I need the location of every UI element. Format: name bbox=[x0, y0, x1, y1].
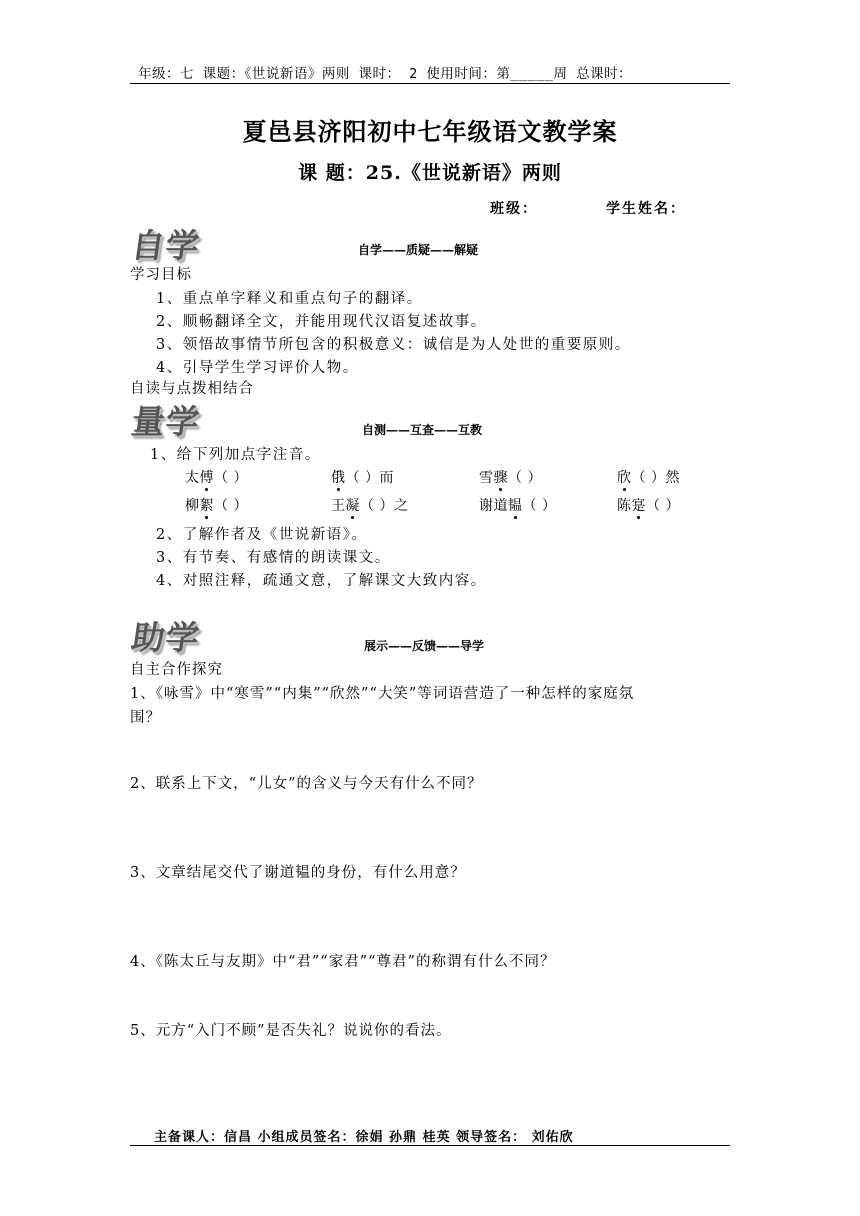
question-4: 4、《陈太丘与友期》中“君”“家君”“尊君”的称谓有什么不同？ bbox=[130, 954, 556, 970]
pinyin-blank: 柳絮（ ） bbox=[185, 498, 248, 514]
exercise-1: 1、给下列加点字注音。 bbox=[150, 447, 321, 463]
header-divider bbox=[130, 83, 730, 84]
method-note: 自读与点拨相结合 bbox=[130, 381, 254, 397]
exercise-item: 3、有节奏、有感情的朗读课文。 bbox=[156, 550, 391, 566]
pinyin-blank: 陈寔（ ） bbox=[617, 498, 680, 514]
pinyin-blank: 谢道韫（ ） bbox=[479, 498, 557, 514]
goal-item: 3、领悟故事情节所包含的积极意义：诚信是为人处世的重要原则。 bbox=[156, 337, 631, 353]
zixue-logo: 自学 bbox=[128, 226, 203, 265]
header-info: 年级：七 课题：《世说新语》两则 课时： 2 使用时间：第_____周 总课时： bbox=[138, 66, 633, 82]
student-name-label: 学生姓名： bbox=[606, 201, 686, 217]
question-1: 1、《咏雪》中“寒雪”“内集”“欣然”“大笑”等词语营造了一种怎样的家庭氛 bbox=[130, 686, 635, 702]
signature-footer: 主备课人：信昌 小组成员签名：徐娟 孙鼎 桂英 领导签名： 刘佑欣 bbox=[154, 1130, 574, 1145]
pinyin-blank: 王凝（ ）之 bbox=[331, 498, 409, 514]
goal-item: 4、引导学生学习评价人物。 bbox=[156, 360, 359, 376]
pinyin-blank: 欣（ ）然 bbox=[617, 470, 680, 486]
goal-item: 1、重点单字释义和重点句子的翻译。 bbox=[156, 291, 423, 307]
question-2: 2、联系上下文，“儿女”的含义与今天有什么不同？ bbox=[130, 776, 483, 792]
zhuxue-logo: 助学 bbox=[128, 618, 203, 657]
goals-heading: 学习目标 bbox=[130, 267, 192, 283]
question-3: 3、文章结尾交代了谢道韫的身份，有什么用意？ bbox=[130, 865, 466, 881]
class-label: 班级： bbox=[490, 201, 538, 217]
zixue-flow: 自学——质疑——解疑 bbox=[358, 243, 479, 257]
exercise-item: 4、对照注释，疏通文意，了解课文大致内容。 bbox=[156, 573, 487, 589]
pinyin-blank: 太傅（ ） bbox=[185, 470, 248, 486]
footer-divider bbox=[130, 1145, 730, 1146]
question-1-cont: 围？ bbox=[130, 710, 161, 726]
liangxue-flow: 自测——互查——互教 bbox=[362, 423, 483, 437]
page-title: 夏邑县济阳初中七年级语文教学案 bbox=[242, 117, 618, 146]
lesson-subtitle: 课 题：25.《世说新语》两则 bbox=[298, 162, 562, 184]
liangxue-logo: 量学 bbox=[128, 402, 203, 441]
question-5: 5、元方“入门不顾”是否失礼？说说你的看法。 bbox=[130, 1023, 452, 1039]
exercise-item: 2、了解作者及《世说新语》。 bbox=[156, 527, 368, 543]
zhuxue-flow: 展示——反馈——导学 bbox=[364, 639, 485, 653]
inquiry-heading: 自主合作探究 bbox=[130, 662, 223, 678]
pinyin-blank: 俄（ ）而 bbox=[331, 470, 394, 486]
pinyin-blank: 雪骤（ ） bbox=[479, 470, 542, 486]
goal-item: 2、顺畅翻译全文，并能用现代汉语复述故事。 bbox=[156, 314, 487, 330]
